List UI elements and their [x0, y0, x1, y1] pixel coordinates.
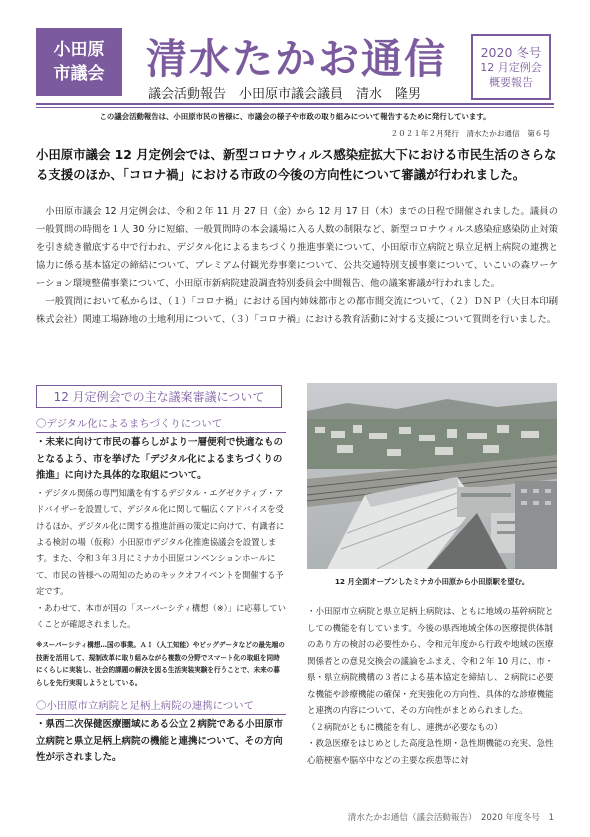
header-rule: [36, 103, 554, 105]
edition-session: 12 月定例会: [480, 60, 542, 74]
station-photo: [307, 383, 557, 569]
edition-type: 概要報告: [489, 75, 533, 89]
topic-paragraph: ・デジタル関係の専門知識を有するデジタル・エグゼクティブ・アドバイザーを設置して、デジタル化に関して幅広くアドバイスを受けるほか、デジタル化に関する推進計画の策定に向けて、有識者による検討の場（仮称）小田原市デジタル化推進協議会を設置します。また、令和３年３月にミナカ小田原コンベンションホールにて、市民の皆様への周知のためのキックオフイベントを開催する予定です。: [36, 487, 285, 597]
topic-heading-digital: 〇デジタル化によるまちづくりについて: [36, 416, 286, 433]
left-column: [36, 416, 286, 767]
council-badge-line: 小田原: [53, 40, 105, 60]
publication-notice: この議会活動報告は、小田原市民の皆様に、市議会の様子や市政の取り組みについて報告するために発行しています。: [99, 112, 491, 121]
topic-heading-hospital: 〇小田原市立病院と足柄上病院の連携について: [36, 698, 286, 715]
hospital-paragraph: ・小田原市立病院と県立足柄上病院は、ともに地域の基幹病院としての機能を有しています。今後の県西地域全体の医療提供体制のあり方の検討の必要性から、令和元年度から行政や地域の医療関係者との意見交換会の議論をふまえ、令和２年 10 月に、市・県・県立病院機構の３者による基本協定を締結し、２病院に必要な機能や診療機能の確保・充実強化の方向性、具体的な診療機能と連携の内容について、その方向性がまとめられました。: [307, 607, 554, 716]
edition-badge: [471, 34, 551, 100]
topic-paragraph: ・あわせて、本市が国の「スーパーシティ構想（※）」に応募していくことが確認されました。: [36, 602, 286, 630]
newsletter-subtitle: 議会活動報告 小田原市議会議員 清水 隆男: [148, 87, 422, 102]
intro-paragraph: 一般質問において私からは、（１）「コロナ禍」における国内姉妹都市との都市間交流について、（２）ＤＮＰ（大日本印刷株式会社）関連工場跡地の土地利用について、（３）「コロナ禍」における教育活動に対する支援について質問を行いました。: [36, 296, 558, 325]
hospital-subheading: （２病院がともに機能を有し、連携が必要なもの）: [307, 722, 503, 733]
newsletter-title: 清水たかお通信: [146, 35, 447, 83]
council-badge: [36, 28, 122, 96]
intro-text: [36, 203, 558, 329]
header-rule-thin: [36, 107, 554, 108]
topic-lead: ・未来に向けて市民の暮らしがより一層便利で快適なものとなるよう、市を挙げた「デジタル化によるまちづくりの推進」に向けた具体的な取組について。: [36, 437, 284, 482]
photo-caption: 12 月全面オープンしたミナカ小田原から小田原駅を望む。: [334, 577, 530, 586]
headline: 小田原市議会 12 月定例会では、新型コロナウィルス感染症拡大下における市民生活のさらなる支援のほか、「コロナ禍」における市政の今後の方向性について審議が行われました。: [36, 147, 557, 182]
issue-line: ２０２１年２月発行 清水たかお通信 第６号: [390, 129, 550, 138]
right-column: [307, 604, 558, 769]
hospital-paragraph: ・救急医療をはじめとした高度急性期・急性期機能の充実、急性心筋梗塞や脳卒中などの主要な疾患等に対: [307, 739, 554, 766]
edition-season: 2020 冬号: [480, 44, 542, 60]
intro-paragraph: 小田原市議会 12 月定例会は、令和２年 11 月 27 日（金）から 12 月 17 日（木）までの日程で開催されました。議員の一般質問の時間を１人 30 分に短縮、一般質問時の本会議場に入る人数の制限など、新型コロナウィルス感染症感染防止対策を引き続き徹底する中で行われ、デジタル化によるまちづくり推進事業について、小田原市立病院と県立足柄上病院の連携と協力に係る基本協定の締結について、プレミアム付観光券事業について、公共交通特別支援事業について、いこいの森ワーケーション環境整備事業について、小田原市新病院建設調査特別委員会中間報告、他の議案審議が行われました。: [36, 206, 558, 289]
topic-lead: ・県西二次保健医療圏域にある公立２病院である小田原市立病院と県立足柄上病院の機能と連携について、その方向性が示されました。: [36, 719, 284, 764]
council-badge-line: 市議会: [53, 64, 105, 84]
section-title: 12 月定例会での主な議案審議について: [36, 385, 282, 408]
page-footer: 清水たかお通信（議会活動報告） 2020 年度冬号 1: [347, 813, 554, 823]
footnote-super-city: ※スーパーシティ構想…国の事業。ＡＩ（人工知能）やビッグデータなどの最先端の技術を活用して、規制改革に取り組みながら複数の分野でスマート化の取組を同時にくらしに実装し、社会的課題の解決を図る生活実装実験を行うことで、未来の暮らしを先行実現しようとしている。: [36, 641, 285, 687]
